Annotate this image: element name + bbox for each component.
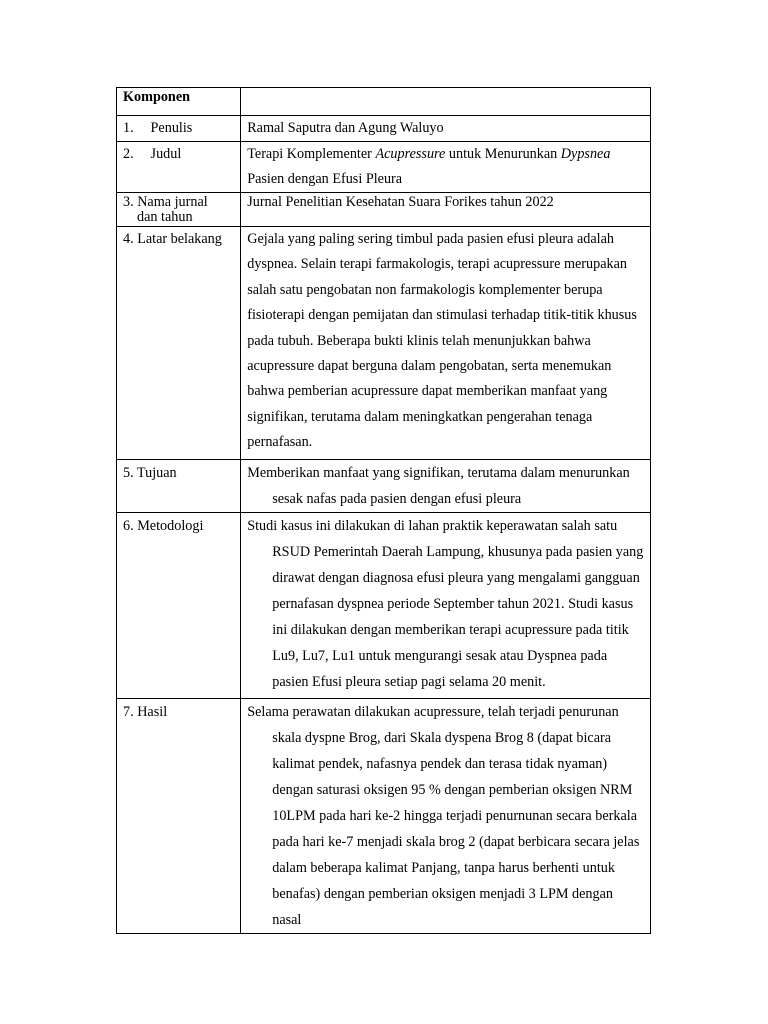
table-header-row [117, 88, 651, 116]
title-italic-dypsnea: Dypsnea [560, 146, 611, 162]
label-hasil: 7. Hasil [117, 698, 241, 933]
label-penulis [117, 116, 241, 142]
summary-table [116, 87, 651, 934]
header-empty [241, 88, 651, 116]
label-jurnal [117, 193, 241, 227]
label-number: 1. [123, 120, 134, 136]
value-latar-belakang: Gejala yang paling sering timbul pada pasien efusi pleura adalah dyspnea. Selain terapi farmakologis, terapi acupressure merupakan salah satu pengobatan non farmakologis komplementer berupa fisioterapi dengan pemijatan dan stimulasi terhadap titik-titik khusus pada tubuh. Beberapa bukti klinis telah menunjukkan bahwa acupressure dapat berguna dalam pengobatan, serta menemukan bahwa pemberian acupressure dapat memberikan manfaat yang signifikan, terutama dalam meningkatkan pengerahan tenaga pernafasan. [241, 227, 651, 460]
row-metodologi [117, 512, 651, 698]
label-number: 2. [123, 146, 134, 162]
title-part: untuk Menurunkan [445, 146, 561, 162]
row-judul [117, 142, 651, 193]
value-text: Studi kasus ini dilakukan di lahan praktik keperawatan salah satu RSUD Pemerintah Daerah Lampung, khusunya pada pasien yang dirawat dengan diagnosa efusi pleura yang mengalami gangguan pernafasan dyspnea periode September tahun 2021. Studi kasus ini dilakukan dengan memberikan terapi acupressure pada titik Lu9, Lu7, Lu1 untuk mengurangi sesak atau Dyspnea pada pasien Efusi pleura setiap pagi selama 20 menit. [247, 517, 644, 690]
row-jurnal [117, 193, 651, 227]
label-metodologi: 6. Metodologi [117, 512, 241, 698]
title-part: Terapi Komplementer [247, 146, 376, 162]
header-komponen: Komponen [117, 88, 241, 116]
row-latar-belakang [117, 227, 651, 460]
value-metodologi [241, 512, 651, 698]
value-text: Selama perawatan dilakukan acupressure, telah terjadi penurunan skala dyspne Brog, dari Skala dyspena Brog 8 (dapat bicara kalimat pendek, nafasnya pendek dan terasa tidak nyaman) dengan saturasi oksigen 95 % dengan pemberian oksigen NRM 10LPM pada hari ke-2 hingga terjadi penurnunan secara berkala pada hari ke-7 menjadi skala brog 2 (dapat berbicara secara jelas dalam beberapa kalimat Panjang, tanpa harus berhenti untuk benafas) dengan pemberian oksigen menjadi 3 LPM dengan nasal [247, 703, 640, 928]
label-text: Judul [150, 146, 182, 162]
label-judul [117, 142, 241, 193]
title-part: Pasien dengan Efusi Pleura [247, 171, 403, 187]
label-tujuan: 5. Tujuan [117, 459, 241, 512]
value-jurnal: Jurnal Penelitian Kesehatan Suara Forikes tahun 2022 [241, 193, 651, 227]
value-judul [241, 142, 651, 193]
row-tujuan [117, 459, 651, 512]
value-tujuan [241, 459, 651, 512]
value-text: Memberikan manfaat yang signifikan, terutama dalam menurunkan sesak nafas pada pasien dengan efusi pleura [247, 464, 630, 507]
title-italic-acupressure: Acupressure [375, 146, 446, 162]
label-text: 3. Nama jurnal [123, 194, 208, 210]
label-text-line2: dan tahun [137, 209, 193, 225]
label-latar-belakang: 4. Latar belakang [117, 227, 241, 460]
value-penulis: Ramal Saputra dan Agung Waluyo [241, 116, 651, 142]
row-hasil [117, 698, 651, 933]
label-text: Penulis [150, 120, 193, 136]
row-penulis [117, 116, 651, 142]
value-hasil [241, 698, 651, 933]
